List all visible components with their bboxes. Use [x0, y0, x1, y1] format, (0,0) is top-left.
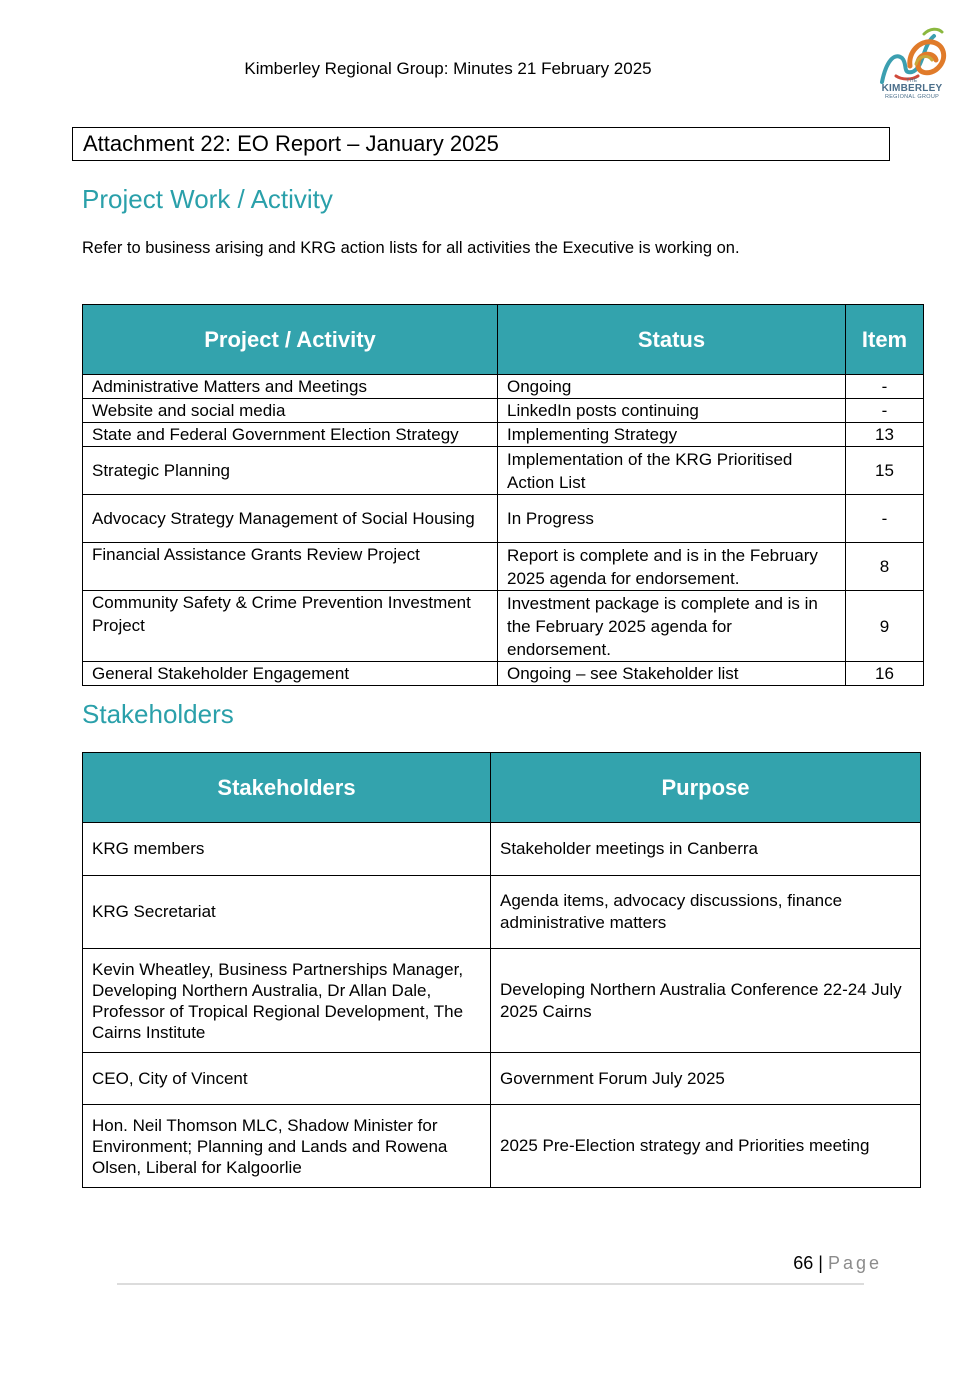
- logo-line1: THE: [906, 78, 918, 84]
- status-cell: Ongoing: [498, 375, 846, 399]
- table-row: [83, 375, 924, 399]
- item-cell: -: [846, 495, 924, 543]
- footer-divider: [117, 1283, 864, 1285]
- stakeholder-cell: Hon. Neil Thomson MLC, Shadow Minister for Environment; Planning and Lands and Rowena Olsen, Liberal for Kalgoorlie: [83, 1105, 491, 1188]
- table-header-row: [83, 753, 921, 823]
- activity-cell: General Stakeholder Engagement: [83, 662, 498, 686]
- stakeholders-table: [82, 752, 921, 1188]
- status-cell: Investment package is complete and is in the February 2025 agenda for endorsement.: [498, 591, 846, 662]
- purpose-cell: Developing Northern Australia Conference 22-24 July 2025 Cairns: [491, 949, 921, 1053]
- table-row: [83, 662, 924, 686]
- page-separator: |: [813, 1253, 828, 1273]
- item-cell: -: [846, 399, 924, 423]
- logo-line2: KIMBERLEY: [881, 83, 943, 94]
- table-row: [83, 495, 924, 543]
- table-row: [83, 447, 924, 495]
- page-footer: [793, 1253, 882, 1274]
- activity-cell: Advocacy Strategy Management of Social Housing: [83, 495, 498, 543]
- table-row: [83, 399, 924, 423]
- table-header-row: [83, 305, 924, 375]
- activity-cell: Strategic Planning: [83, 447, 498, 495]
- column-header-stakeholders: Stakeholders: [83, 753, 491, 823]
- purpose-cell: Stakeholder meetings in Canberra: [491, 823, 921, 876]
- activity-cell: Website and social media: [83, 399, 498, 423]
- purpose-cell: 2025 Pre-Election strategy and Priorities meeting: [491, 1105, 921, 1188]
- table-row: [83, 823, 921, 876]
- logo-line3: REGIONAL GROUP: [884, 94, 940, 100]
- item-cell: 13: [846, 423, 924, 447]
- stakeholder-cell: Kevin Wheatley, Business Partnerships Manager, Developing Northern Australia, Dr Allan Dale, Professor of Tropical Regional Development, The Cairns Institute: [83, 949, 491, 1053]
- section-heading-project-work: Project Work / Activity: [82, 184, 333, 214]
- stakeholder-cell: KRG members: [83, 823, 491, 876]
- table-row: [83, 949, 921, 1053]
- item-cell: 8: [846, 543, 924, 591]
- stakeholder-cell: KRG Secretariat: [83, 876, 491, 949]
- item-cell: -: [846, 375, 924, 399]
- logo-wordmark: [874, 78, 950, 100]
- page-header-title: Kimberley Regional Group: Minutes 21 February 2025: [244, 59, 652, 78]
- column-header-purpose: Purpose: [491, 753, 921, 823]
- page-label: Page: [827, 1253, 882, 1273]
- column-header-status: Status: [498, 305, 846, 375]
- activity-cell: Community Safety & Crime Prevention Investment Project: [83, 591, 498, 662]
- table-row: [83, 423, 924, 447]
- table-row: [83, 1105, 921, 1188]
- page-number: 66: [793, 1253, 814, 1273]
- item-cell: 15: [846, 447, 924, 495]
- table-row: [83, 876, 921, 949]
- column-header-activity: Project / Activity: [83, 305, 498, 375]
- activity-cell: Administrative Matters and Meetings: [83, 375, 498, 399]
- purpose-cell: Agenda items, advocacy discussions, finance administrative matters: [491, 876, 921, 949]
- status-cell: Report is complete and is in the February 2025 agenda for endorsement.: [498, 543, 846, 591]
- status-cell: Implementation of the KRG Prioritised Action List: [498, 447, 846, 495]
- table-row: [83, 1053, 921, 1105]
- stakeholder-cell: CEO, City of Vincent: [83, 1053, 491, 1105]
- intro-paragraph: Refer to business arising and KRG action lists for all activities the Executive is working on.: [82, 239, 740, 257]
- column-header-item: Item: [846, 305, 924, 375]
- status-cell: In Progress: [498, 495, 846, 543]
- attachment-title: Attachment 22: EO Report – January 2025: [72, 127, 890, 161]
- table-row: [83, 543, 924, 591]
- section-heading-stakeholders: Stakeholders: [82, 699, 234, 729]
- table-row: [83, 591, 924, 662]
- item-cell: 16: [846, 662, 924, 686]
- status-cell: Ongoing – see Stakeholder list: [498, 662, 846, 686]
- status-cell: Implementing Strategy: [498, 423, 846, 447]
- activity-cell: Financial Assistance Grants Review Project: [83, 543, 498, 591]
- item-cell: 9: [846, 591, 924, 662]
- purpose-cell: Government Forum July 2025: [491, 1053, 921, 1105]
- activity-cell: State and Federal Government Election Strategy: [83, 423, 498, 447]
- status-cell: LinkedIn posts continuing: [498, 399, 846, 423]
- project-activity-table: [82, 304, 924, 686]
